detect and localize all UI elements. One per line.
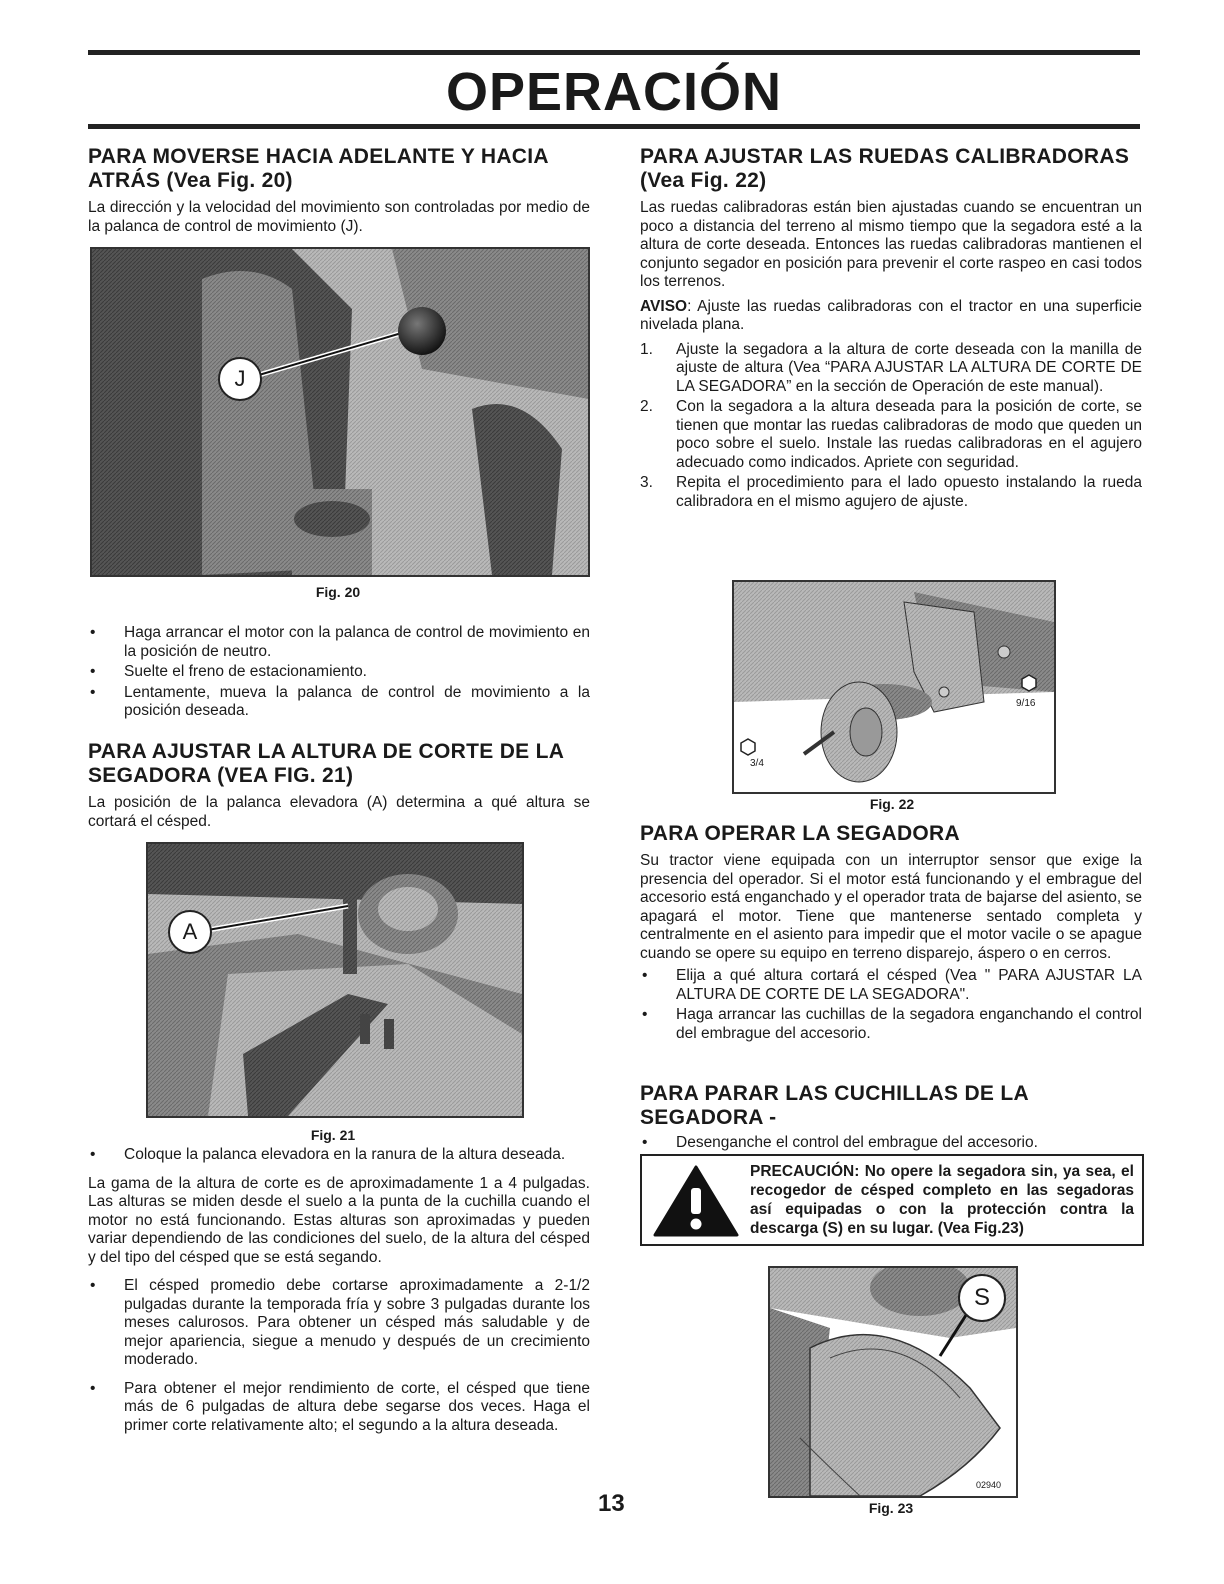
caution-text: PRECAUCIÓN: No opere la segadora sin, ya sea, el recogedor de césped completo en las segadoras así equipadas o con la protección contra la descarga (S) en su lugar. (Vea Fig.23)	[750, 1163, 1134, 1237]
caution-box	[640, 1154, 1144, 1246]
list-item: • El césped promedio debe cortarse aproximadamente a 2-1/2 pulgadas durante la temporada fría y sobre 3 pulgadas durante los meses calurosos. Para obtener un césped más saludable y de mejor apariencia, siegue a menudo y después de un crecimiento moderado.	[88, 1277, 590, 1370]
list-item: • Haga arrancar las cuchillas de la segadora enganchando el control del embrague del accesorio.	[640, 1006, 1142, 1043]
section-text: La posición de la palanca elevadora (A) determina a qué altura se cortará el césped.	[88, 794, 590, 830]
section-operate-mower	[640, 822, 1142, 1043]
section-heading: PARA MOVERSE HACIA ADELANTE Y HACIA ATRÁS (Vea Fig. 20)	[88, 145, 549, 192]
step-text: Repita el procedimiento para el lado opuesto instalando la rueda calibradora en el mismo agujero de ajuste.	[676, 474, 1142, 510]
section-gauge-wheels	[640, 145, 1142, 511]
section-text: La gama de la altura de corte es de aproximadamente 1 a 4 pulgadas. Las alturas se miden desde el suelo a la punta de la cuchilla cuando el motor no está funcionando. Estas alturas son aproximadas y pueden variar dependiendo de las condiciones del suelo, de la altura del césped y del tipo del césped que se está segando.	[88, 1174, 590, 1266]
section-heading: PARA AJUSTAR LAS RUEDAS CALIBRADORAS (Vea Fig. 22)	[640, 145, 1130, 192]
cut-height-details	[88, 1146, 590, 1435]
fig21-callout-a: A	[168, 910, 212, 954]
figure-23	[768, 1266, 1018, 1498]
step-number: 3.	[640, 474, 653, 491]
figure-20	[90, 247, 590, 577]
list-item	[640, 474, 1142, 511]
fig20-illustration	[92, 249, 588, 575]
list-item	[640, 398, 1142, 472]
notice-paragraph	[640, 298, 1142, 335]
section-heading: PARA OPERAR LA SEGADORA	[640, 822, 960, 845]
page-number: 13	[598, 1490, 625, 1517]
section-text: Su tractor viene equipada con un interruptor sensor que exige la presencia del operador. Si el motor está funcionando y el embrague del accesorio está enganchado y el operador trata de bajarse del asiento, se apagará el motor. Tiene que mantenerse sentado completa y centralmente en el asiento para impedir que el motor vacile o se apague cuando se opere su equipo en terreno disparejo, áspero o en cerros.	[640, 852, 1142, 962]
section-cut-height	[88, 740, 590, 831]
step-text: Ajuste la segadora a la altura de corte deseada con la manilla de ajuste de altura (Vea “PARA AJUSTAR LA ALTURA DE CORTE DE LA SEGADORA” en la sección de Operación de este manual).	[676, 340, 1142, 395]
fig23-caption: Fig. 23	[868, 1500, 914, 1516]
section-forward-reverse	[88, 145, 590, 236]
list-item: • Desenganche el control del embrague del accesorio.	[640, 1134, 1142, 1153]
section-heading: PARA AJUSTAR LA ALTURA DE CORTE DE LA SEGADORA (VEA FIG. 21)	[88, 740, 564, 787]
title-rule	[88, 124, 1140, 129]
warning-triangle-icon	[652, 1164, 740, 1238]
section-text: Las ruedas calibradoras están bien ajustadas cuando se encuentran un poco a distancia del terreno al mismo tiempo que la segadora esté a la altura de corte deseada. Entonces las ruedas calibradoras mantienen el conjunto segador en posición para prevenir el corte raspeo en casi todos los terrenos.	[640, 199, 1142, 290]
list-item: • Lentamente, mueva la palanca de control de movimiento a la posición deseada.	[88, 684, 590, 721]
fig23-callout-s: S	[958, 1274, 1006, 1322]
list-item: • Haga arrancar el motor con la palanca de control de movimiento en la posición de neutro.	[88, 624, 590, 661]
figure-21	[146, 842, 524, 1118]
fig22-label-9-16: 9/16	[1016, 698, 1036, 709]
step-number: 1.	[640, 340, 653, 358]
section-heading: PARA PARAR LAS CUCHILLAS DE LA SEGADORA -	[640, 1082, 1029, 1129]
step-text: Con la segadora a la altura deseada para la posición de corte, se tienen que montar las ruedas calibradoras de modo que queden un poco sobre el suelo. Instale las ruedas calibradoras en el agujero adecuado como indicados. Apriete con seguridad.	[676, 398, 1142, 471]
fig20-caption: Fig. 20	[315, 584, 361, 600]
notice-label: AVISO	[640, 297, 688, 315]
list-item	[640, 341, 1142, 397]
fig21-illustration	[148, 844, 522, 1116]
list-item: • Coloque la palanca elevadora en la ranura de la altura deseada.	[88, 1146, 590, 1165]
fig23-code: 02940	[976, 1480, 1002, 1490]
section-stop-blades	[640, 1082, 1142, 1153]
list-item: • Elija a qué altura cortará el césped (Vea " PARA AJUSTAR LA ALTURA DE CORTE DE LA SEGADORA".	[640, 967, 1142, 1004]
fig22-label-3-4: 3/4	[750, 758, 764, 769]
list-item: • Suelte el freno de estacionamiento.	[88, 663, 590, 682]
fig21-caption: Fig. 21	[310, 1127, 356, 1143]
figure-22	[732, 580, 1056, 794]
list-item: • Para obtener el mejor rendimiento de corte, el césped que tiene más de 6 pulgadas de altura debe segarse dos veces. Haga el primer corte relativamente alto; el segundo a la altura deseada.	[88, 1380, 590, 1436]
page-title: OPERACIÓN	[445, 62, 783, 122]
section-text: La dirección y la velocidad del movimiento son controladas por medio de la palanca de control de movimiento (J).	[88, 199, 590, 235]
top-rule	[88, 50, 1140, 55]
fig22-illustration	[734, 582, 1054, 792]
fig22-caption: Fig. 22	[869, 796, 915, 812]
fig20-bullets	[88, 624, 590, 721]
notice-text: : Ajuste las ruedas calibradoras con el tractor en una superficie nivelada plana.	[640, 297, 1142, 333]
step-number: 2.	[640, 398, 653, 415]
fig20-callout-j: J	[218, 357, 262, 401]
